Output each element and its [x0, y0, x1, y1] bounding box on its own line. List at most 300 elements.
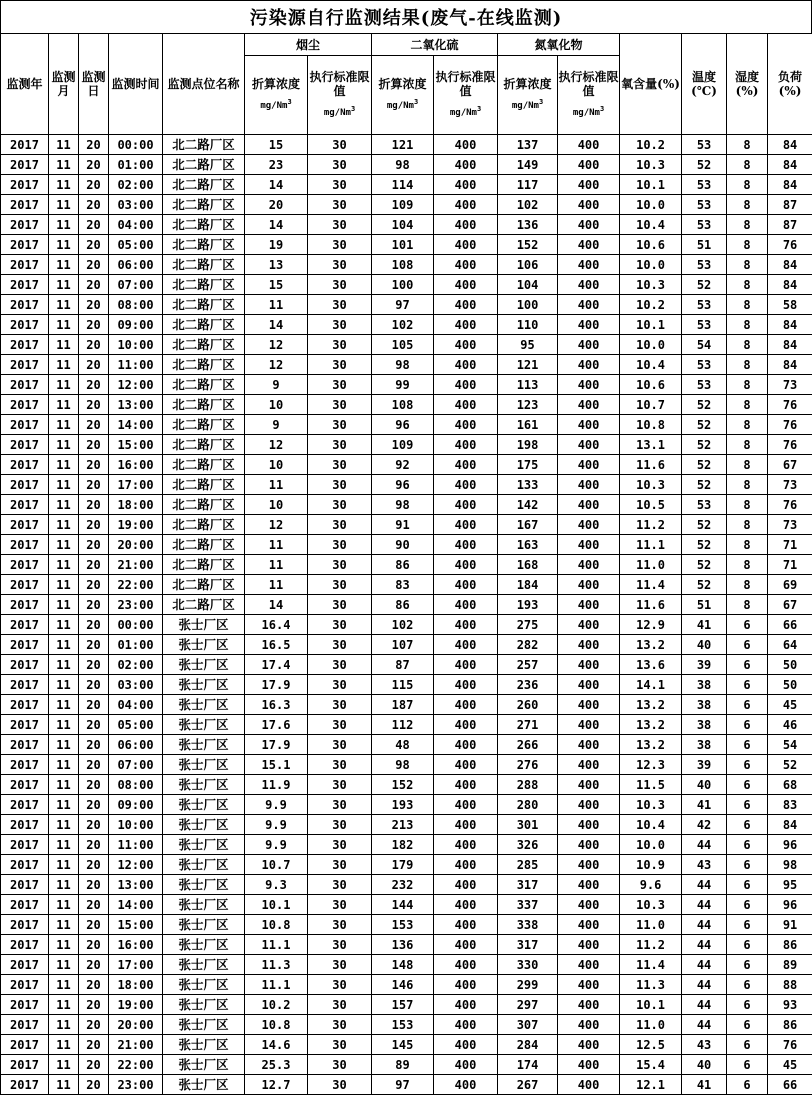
cell-nox-limit: 400 [558, 1055, 620, 1075]
cell-nox-conc: 284 [498, 1035, 558, 1055]
cell-so2-limit: 400 [434, 155, 498, 175]
cell-so2-conc: 114 [372, 175, 434, 195]
cell-smoke-conc: 10.1 [245, 895, 308, 915]
cell-nox-limit: 400 [558, 135, 620, 155]
cell-load: 83 [768, 795, 812, 815]
cell-nox-conc: 257 [498, 655, 558, 675]
cell-so2-conc: 91 [372, 515, 434, 535]
cell-humidity: 6 [727, 715, 768, 735]
cell-oxygen: 12.3 [620, 755, 682, 775]
cell-nox-limit: 400 [558, 735, 620, 755]
cell-nox-conc: 297 [498, 995, 558, 1015]
cell-year: 2017 [1, 1075, 49, 1095]
cell-nox-limit: 400 [558, 195, 620, 215]
cell-oxygen: 14.1 [620, 675, 682, 695]
cell-site: 张士厂区 [163, 935, 245, 955]
table-row [1, 995, 812, 1015]
cell-temperature: 54 [682, 335, 727, 355]
cell-time: 18:00 [109, 495, 163, 515]
cell-so2-limit: 400 [434, 215, 498, 235]
cell-oxygen: 10.3 [620, 155, 682, 175]
table-row [1, 235, 812, 255]
table-row [1, 195, 812, 215]
cell-so2-limit: 400 [434, 615, 498, 635]
cell-humidity: 8 [727, 275, 768, 295]
cell-temperature: 44 [682, 975, 727, 995]
cell-nox-conc: 104 [498, 275, 558, 295]
cell-smoke-conc: 11 [245, 555, 308, 575]
cell-temperature: 44 [682, 995, 727, 1015]
cell-temperature: 52 [682, 395, 727, 415]
cell-humidity: 8 [727, 135, 768, 155]
cell-year: 2017 [1, 435, 49, 455]
cell-smoke-conc: 12 [245, 435, 308, 455]
cell-smoke-conc: 11.1 [245, 975, 308, 995]
cell-so2-limit: 400 [434, 315, 498, 335]
header-day: 监测日 [79, 34, 109, 135]
cell-load: 96 [768, 835, 812, 855]
cell-time: 09:00 [109, 315, 163, 335]
cell-site: 北二路厂区 [163, 195, 245, 215]
cell-nox-conc: 198 [498, 435, 558, 455]
cell-day: 20 [79, 515, 109, 535]
cell-site: 北二路厂区 [163, 135, 245, 155]
cell-nox-limit: 400 [558, 355, 620, 375]
cell-month: 11 [49, 895, 79, 915]
cell-temperature: 39 [682, 655, 727, 675]
cell-oxygen: 10.1 [620, 315, 682, 335]
cell-humidity: 6 [727, 675, 768, 695]
table-row [1, 615, 812, 635]
cell-site: 张士厂区 [163, 995, 245, 1015]
cell-smoke-conc: 9.9 [245, 835, 308, 855]
table-row [1, 395, 812, 415]
limit-label: 执行标准限值 [309, 70, 370, 98]
cell-day: 20 [79, 915, 109, 935]
cell-month: 11 [49, 655, 79, 675]
cell-oxygen: 15.4 [620, 1055, 682, 1075]
cell-site: 张士厂区 [163, 635, 245, 655]
cell-so2-limit: 400 [434, 135, 498, 155]
cell-temperature: 51 [682, 235, 727, 255]
header-time: 监测时间 [109, 34, 163, 135]
cell-so2-conc: 107 [372, 635, 434, 655]
cell-day: 20 [79, 615, 109, 635]
cell-load: 96 [768, 895, 812, 915]
cell-so2-limit: 400 [434, 535, 498, 555]
cell-day: 20 [79, 195, 109, 215]
cell-site: 北二路厂区 [163, 315, 245, 335]
cell-nox-limit: 400 [558, 835, 620, 855]
cell-day: 20 [79, 895, 109, 915]
cell-smoke-limit: 30 [308, 955, 372, 975]
cell-nox-limit: 400 [558, 275, 620, 295]
cell-day: 20 [79, 735, 109, 755]
cell-day: 20 [79, 675, 109, 695]
cell-nox-conc: 106 [498, 255, 558, 275]
cell-month: 11 [49, 435, 79, 455]
cell-nox-conc: 133 [498, 475, 558, 495]
cell-nox-conc: 266 [498, 735, 558, 755]
limit-label: 执行标准限值 [435, 70, 496, 98]
cell-so2-conc: 99 [372, 375, 434, 395]
cell-time: 01:00 [109, 155, 163, 175]
cell-so2-conc: 136 [372, 935, 434, 955]
table-row [1, 375, 812, 395]
cell-day: 20 [79, 335, 109, 355]
cell-oxygen: 12.1 [620, 1075, 682, 1095]
cell-time: 00:00 [109, 615, 163, 635]
cell-time: 12:00 [109, 375, 163, 395]
cell-year: 2017 [1, 915, 49, 935]
cell-time: 16:00 [109, 935, 163, 955]
cell-day: 20 [79, 275, 109, 295]
cell-temperature: 52 [682, 275, 727, 295]
cell-nox-conc: 102 [498, 195, 558, 215]
cell-so2-limit: 400 [434, 595, 498, 615]
cell-nox-limit: 400 [558, 1035, 620, 1055]
cell-so2-limit: 400 [434, 1035, 498, 1055]
cell-smoke-limit: 30 [308, 435, 372, 455]
header-so2-conc [372, 56, 434, 135]
cell-load: 84 [768, 355, 812, 375]
cell-smoke-limit: 30 [308, 715, 372, 735]
cell-year: 2017 [1, 855, 49, 875]
cell-smoke-limit: 30 [308, 235, 372, 255]
cell-so2-conc: 101 [372, 235, 434, 255]
cell-smoke-limit: 30 [308, 675, 372, 695]
cell-day: 20 [79, 375, 109, 395]
cell-site: 北二路厂区 [163, 355, 245, 375]
cell-time: 03:00 [109, 195, 163, 215]
cell-load: 50 [768, 655, 812, 675]
table-row [1, 795, 812, 815]
cell-humidity: 6 [727, 1055, 768, 1075]
cell-day: 20 [79, 415, 109, 435]
table-row [1, 355, 812, 375]
cell-humidity: 6 [727, 815, 768, 835]
cell-nox-limit: 400 [558, 635, 620, 655]
cell-so2-limit: 400 [434, 995, 498, 1015]
table-row [1, 515, 812, 535]
cell-so2-conc: 83 [372, 575, 434, 595]
cell-site: 张士厂区 [163, 675, 245, 695]
cell-so2-conc: 87 [372, 655, 434, 675]
cell-so2-limit: 400 [434, 1075, 498, 1095]
cell-humidity: 8 [727, 575, 768, 595]
table-row [1, 635, 812, 655]
cell-so2-conc: 193 [372, 795, 434, 815]
table-header [1, 34, 812, 135]
cell-site: 张士厂区 [163, 915, 245, 935]
cell-temperature: 52 [682, 555, 727, 575]
cell-year: 2017 [1, 515, 49, 535]
cell-month: 11 [49, 1035, 79, 1055]
table-row [1, 315, 812, 335]
cell-site: 北二路厂区 [163, 295, 245, 315]
cell-time: 09:00 [109, 795, 163, 815]
cell-time: 08:00 [109, 775, 163, 795]
cell-day: 20 [79, 1075, 109, 1095]
cell-year: 2017 [1, 135, 49, 155]
cell-so2-limit: 400 [434, 875, 498, 895]
cell-load: 76 [768, 495, 812, 515]
table-row [1, 675, 812, 695]
cell-site: 张士厂区 [163, 775, 245, 795]
cell-time: 23:00 [109, 595, 163, 615]
cell-month: 11 [49, 635, 79, 655]
table-row [1, 935, 812, 955]
header-month: 监测月 [49, 34, 79, 135]
cell-oxygen: 10.3 [620, 895, 682, 915]
cell-humidity: 6 [727, 1015, 768, 1035]
cell-so2-conc: 153 [372, 1015, 434, 1035]
cell-smoke-limit: 30 [308, 515, 372, 535]
cell-load: 76 [768, 435, 812, 455]
cell-smoke-conc: 11 [245, 575, 308, 595]
cell-oxygen: 11.2 [620, 515, 682, 535]
cell-smoke-limit: 30 [308, 575, 372, 595]
cell-smoke-limit: 30 [308, 735, 372, 755]
cell-nox-limit: 400 [558, 255, 620, 275]
cell-time: 21:00 [109, 555, 163, 575]
cell-so2-limit: 400 [434, 715, 498, 735]
cell-so2-conc: 98 [372, 755, 434, 775]
cell-month: 11 [49, 355, 79, 375]
cell-load: 93 [768, 995, 812, 1015]
cell-time: 20:00 [109, 1015, 163, 1035]
cell-year: 2017 [1, 615, 49, 635]
cell-so2-limit: 400 [434, 435, 498, 455]
cell-load: 45 [768, 695, 812, 715]
cell-smoke-conc: 15.1 [245, 755, 308, 775]
cell-smoke-conc: 10.7 [245, 855, 308, 875]
cell-smoke-limit: 30 [308, 595, 372, 615]
cell-time: 11:00 [109, 835, 163, 855]
cell-nox-conc: 275 [498, 615, 558, 635]
cell-humidity: 6 [727, 915, 768, 935]
cell-nox-conc: 100 [498, 295, 558, 315]
header-oxygen: 氧含量(%) [620, 34, 682, 135]
cell-oxygen: 12.9 [620, 615, 682, 635]
cell-time: 03:00 [109, 675, 163, 695]
cell-humidity: 8 [727, 595, 768, 615]
cell-nox-limit: 400 [558, 335, 620, 355]
cell-site: 北二路厂区 [163, 255, 245, 275]
cell-so2-conc: 92 [372, 455, 434, 475]
cell-nox-limit: 400 [558, 1015, 620, 1035]
cell-humidity: 8 [727, 175, 768, 195]
table-row [1, 1035, 812, 1055]
cell-nox-conc: 167 [498, 515, 558, 535]
cell-so2-limit: 400 [434, 695, 498, 715]
cell-humidity: 6 [727, 1035, 768, 1055]
cell-site: 张士厂区 [163, 735, 245, 755]
cell-so2-limit: 400 [434, 295, 498, 315]
table-row [1, 695, 812, 715]
cell-time: 12:00 [109, 855, 163, 875]
cell-so2-conc: 89 [372, 1055, 434, 1075]
cell-temperature: 52 [682, 575, 727, 595]
cell-site: 北二路厂区 [163, 515, 245, 535]
cell-oxygen: 10.0 [620, 335, 682, 355]
cell-temperature: 44 [682, 1015, 727, 1035]
cell-so2-conc: 152 [372, 775, 434, 795]
unit-label: mg/Nm$^3$ [386, 98, 419, 111]
cell-site: 北二路厂区 [163, 375, 245, 395]
cell-site: 北二路厂区 [163, 595, 245, 615]
cell-so2-limit: 400 [434, 255, 498, 275]
cell-year: 2017 [1, 295, 49, 315]
cell-oxygen: 10.3 [620, 795, 682, 815]
cell-humidity: 6 [727, 755, 768, 775]
cell-load: 84 [768, 175, 812, 195]
cell-smoke-conc: 23 [245, 155, 308, 175]
cell-day: 20 [79, 495, 109, 515]
cell-site: 张士厂区 [163, 975, 245, 995]
cell-time: 10:00 [109, 335, 163, 355]
cell-humidity: 8 [727, 415, 768, 435]
cell-humidity: 8 [727, 395, 768, 415]
cell-day: 20 [79, 455, 109, 475]
cell-site: 张士厂区 [163, 1035, 245, 1055]
cell-load: 84 [768, 335, 812, 355]
table-row [1, 855, 812, 875]
cell-day: 20 [79, 595, 109, 615]
cell-so2-conc: 148 [372, 955, 434, 975]
cell-day: 20 [79, 795, 109, 815]
cell-oxygen: 13.2 [620, 715, 682, 735]
cell-humidity: 6 [727, 835, 768, 855]
cell-site: 北二路厂区 [163, 415, 245, 435]
cell-so2-limit: 400 [434, 275, 498, 295]
cell-load: 45 [768, 1055, 812, 1075]
table-row [1, 895, 812, 915]
cell-so2-conc: 100 [372, 275, 434, 295]
table-row [1, 875, 812, 895]
cell-nox-conc: 184 [498, 575, 558, 595]
cell-humidity: 8 [727, 195, 768, 215]
cell-smoke-limit: 30 [308, 175, 372, 195]
cell-nox-conc: 307 [498, 1015, 558, 1035]
cell-day: 20 [79, 875, 109, 895]
cell-smoke-limit: 30 [308, 195, 372, 215]
cell-nox-conc: 276 [498, 755, 558, 775]
cell-oxygen: 10.3 [620, 275, 682, 295]
cell-time: 04:00 [109, 695, 163, 715]
cell-smoke-limit: 30 [308, 975, 372, 995]
cell-so2-conc: 157 [372, 995, 434, 1015]
cell-time: 10:00 [109, 815, 163, 835]
cell-day: 20 [79, 755, 109, 775]
cell-so2-limit: 400 [434, 375, 498, 395]
cell-nox-limit: 400 [558, 375, 620, 395]
cell-smoke-conc: 10 [245, 395, 308, 415]
cell-temperature: 44 [682, 835, 727, 855]
cell-so2-limit: 400 [434, 855, 498, 875]
cell-smoke-conc: 25.3 [245, 1055, 308, 1075]
cell-oxygen: 10.1 [620, 995, 682, 1015]
cell-oxygen: 10.0 [620, 195, 682, 215]
cell-site: 北二路厂区 [163, 455, 245, 475]
cell-so2-limit: 400 [434, 235, 498, 255]
cell-nox-limit: 400 [558, 175, 620, 195]
cell-site: 北二路厂区 [163, 575, 245, 595]
cell-oxygen: 11.5 [620, 775, 682, 795]
cell-load: 50 [768, 675, 812, 695]
cell-smoke-limit: 30 [308, 1075, 372, 1095]
cell-time: 16:00 [109, 455, 163, 475]
cell-so2-conc: 98 [372, 355, 434, 375]
cell-month: 11 [49, 735, 79, 755]
cell-smoke-conc: 20 [245, 195, 308, 215]
cell-so2-conc: 112 [372, 715, 434, 735]
cell-oxygen: 13.2 [620, 695, 682, 715]
cell-year: 2017 [1, 475, 49, 495]
cell-time: 19:00 [109, 515, 163, 535]
cell-smoke-limit: 30 [308, 1015, 372, 1035]
cell-so2-conc: 48 [372, 735, 434, 755]
cell-smoke-conc: 9.3 [245, 875, 308, 895]
cell-smoke-limit: 30 [308, 495, 372, 515]
cell-load: 84 [768, 255, 812, 275]
cell-year: 2017 [1, 1055, 49, 1075]
cell-oxygen: 11.6 [620, 455, 682, 475]
cell-nox-limit: 400 [558, 975, 620, 995]
table-row [1, 215, 812, 235]
cell-oxygen: 11.0 [620, 1015, 682, 1035]
cell-site: 张士厂区 [163, 1075, 245, 1095]
cell-month: 11 [49, 335, 79, 355]
cell-load: 64 [768, 635, 812, 655]
cell-nox-conc: 142 [498, 495, 558, 515]
cell-humidity: 8 [727, 375, 768, 395]
header-smoke-conc [245, 56, 308, 135]
cell-day: 20 [79, 695, 109, 715]
cell-temperature: 53 [682, 355, 727, 375]
cell-smoke-conc: 9 [245, 415, 308, 435]
cell-so2-limit: 400 [434, 335, 498, 355]
cell-so2-conc: 96 [372, 475, 434, 495]
cell-humidity: 8 [727, 235, 768, 255]
cell-month: 11 [49, 535, 79, 555]
cell-humidity: 6 [727, 695, 768, 715]
cell-year: 2017 [1, 815, 49, 835]
header-smoke: 烟尘 [245, 34, 372, 56]
cell-nox-conc: 121 [498, 355, 558, 375]
cell-smoke-conc: 13 [245, 255, 308, 275]
cell-year: 2017 [1, 455, 49, 475]
cell-month: 11 [49, 275, 79, 295]
cell-day: 20 [79, 435, 109, 455]
cell-smoke-conc: 15 [245, 275, 308, 295]
cell-year: 2017 [1, 555, 49, 575]
cell-year: 2017 [1, 655, 49, 675]
cell-nox-limit: 400 [558, 315, 620, 335]
cell-oxygen: 10.0 [620, 835, 682, 855]
cell-nox-limit: 400 [558, 235, 620, 255]
cell-time: 06:00 [109, 255, 163, 275]
cell-smoke-limit: 30 [308, 895, 372, 915]
cell-humidity: 6 [727, 895, 768, 915]
cell-year: 2017 [1, 375, 49, 395]
cell-so2-limit: 400 [434, 755, 498, 775]
cell-day: 20 [79, 855, 109, 875]
cell-time: 02:00 [109, 175, 163, 195]
cell-so2-limit: 400 [434, 975, 498, 995]
cell-time: 18:00 [109, 975, 163, 995]
cell-time: 17:00 [109, 475, 163, 495]
